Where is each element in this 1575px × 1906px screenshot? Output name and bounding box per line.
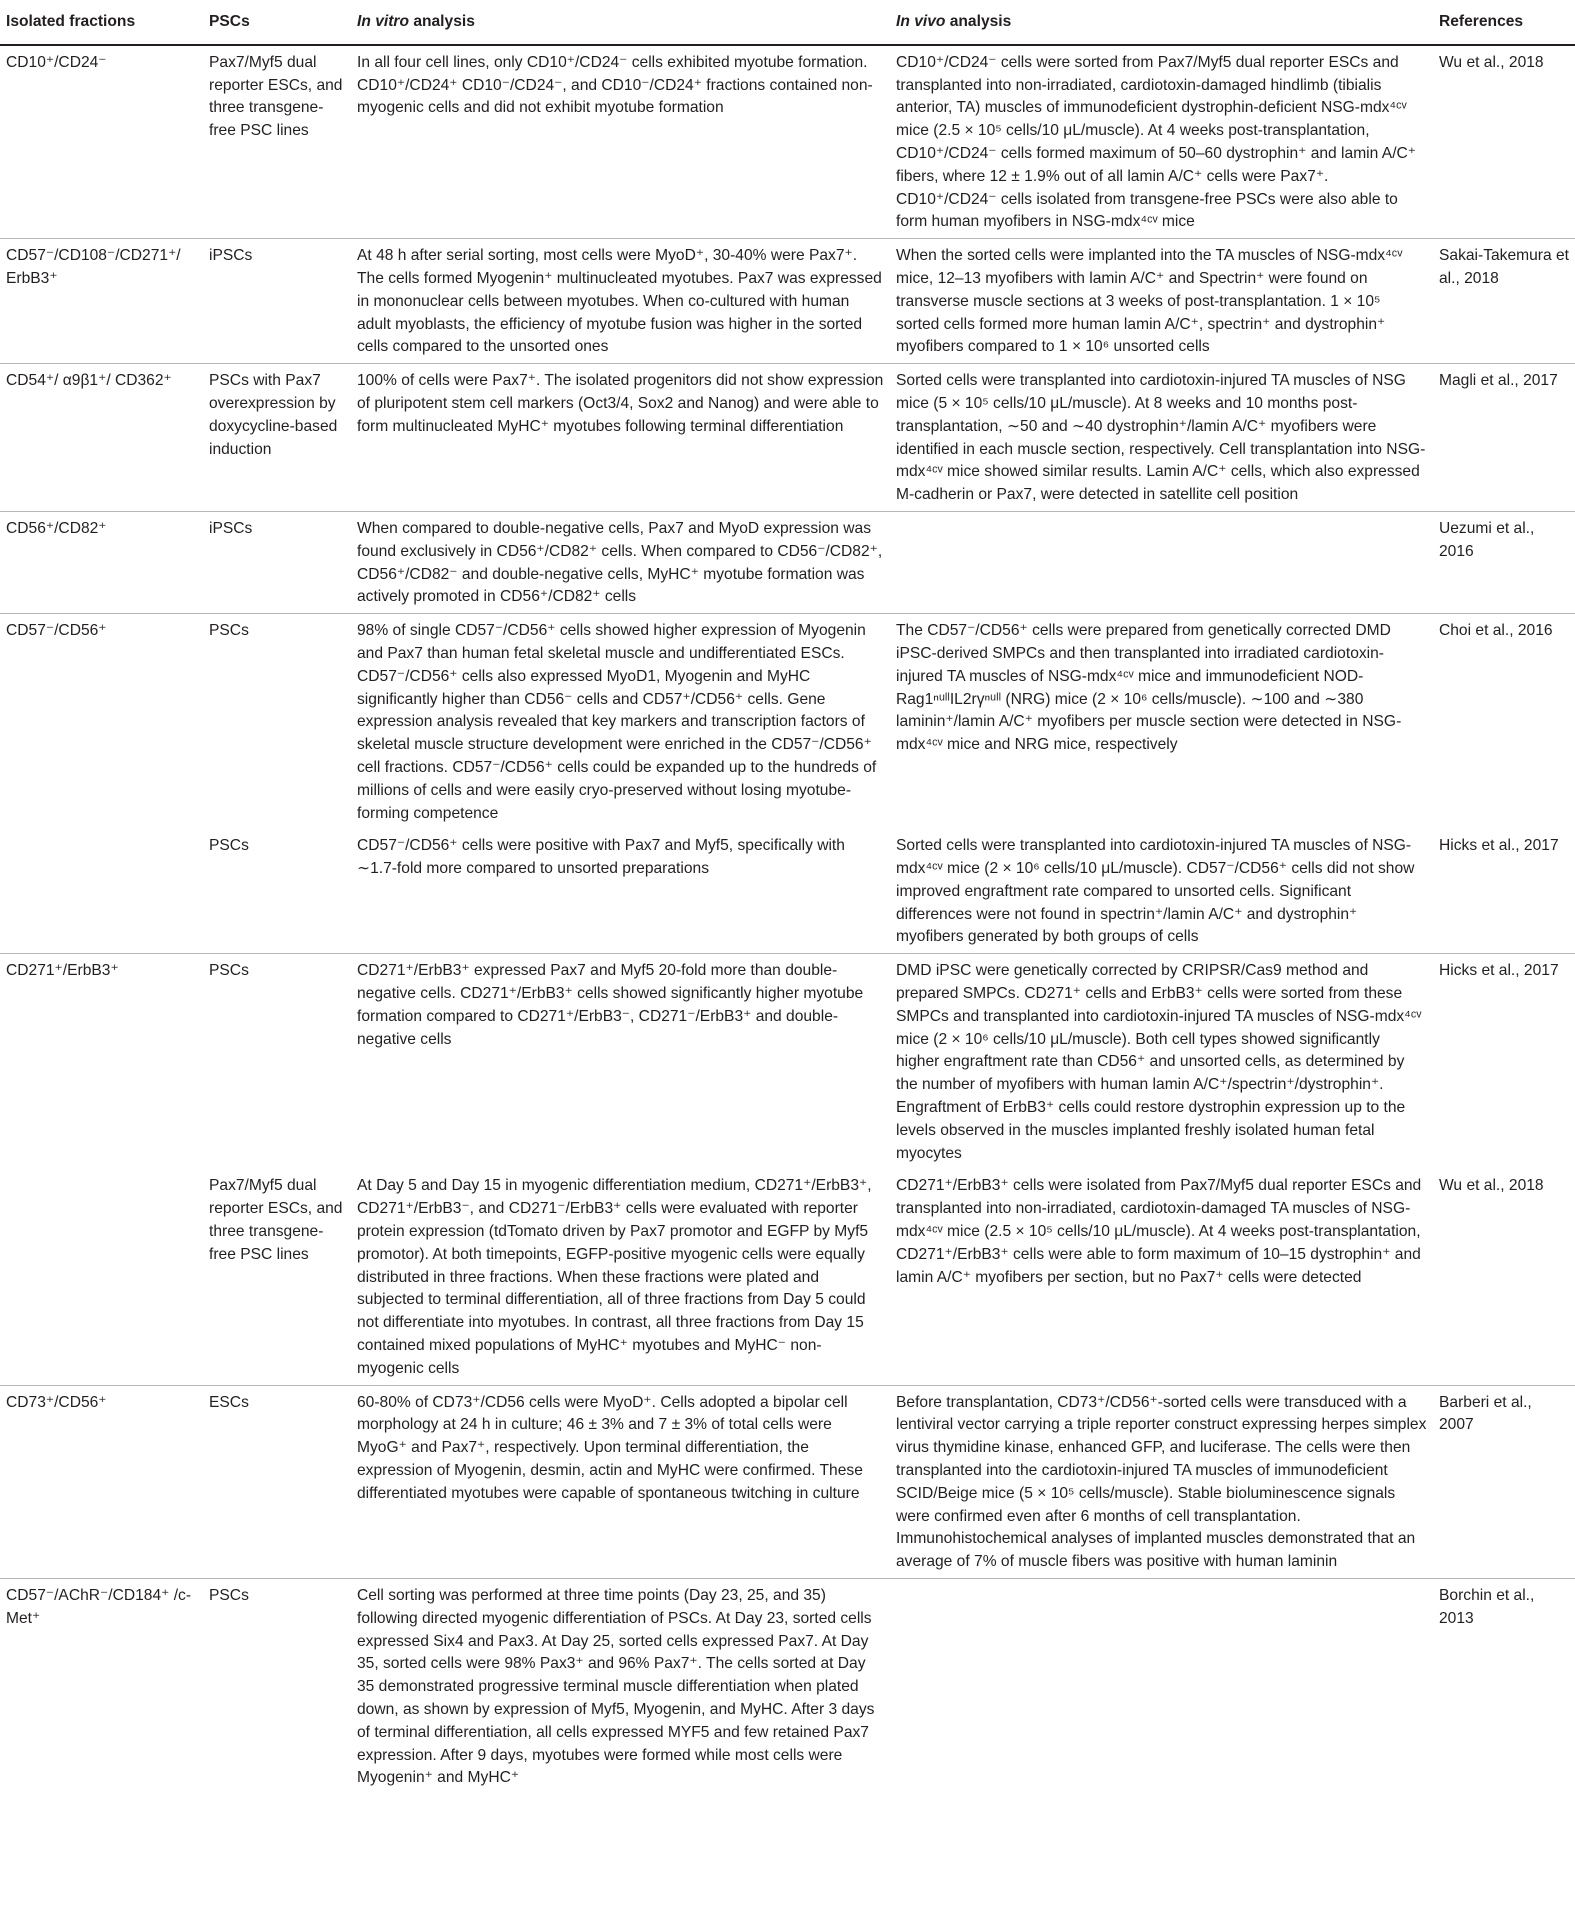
pscs-cell: PSCs [203,1579,351,1795]
header-pscs: PSCs [203,0,351,45]
fraction-cell: CD57⁻/CD108⁻/CD271⁺/ ErbB3⁺ [0,239,203,364]
in-vitro-cell: In all four cell lines, only CD10⁺/CD24⁻ cells exhibited myotube formation. CD10⁺/CD24⁺ CD10⁻/CD24⁻, and CD10⁻/CD24⁺ fractions contained non-myogenic cells and did not exhibit myotube formation [357,53,873,117]
pscs-cell: PSCs with Pax7 overexpression by doxycycline-based induction [203,364,351,512]
pscs-cell: PSCs [203,614,351,830]
in-vivo-cell: Sorted cells were transplanted into cardiotoxin-injured TA muscles of NSG mice (5 × 10⁵ cells/10 μL/muscle). At 8 weeks and 10 months post-transplantation, ∼50 and ∼40 dystrophin⁺/lamin A/C⁺ myofibers were identified in each muscle section, respectively. Cell transplantation into NSG-mdx⁴ᶜᵛ mice showed similar results. Lamin A/C⁺ cells, which also expressed M-cadherin or Pax7, were detected in satellite cell position [890,364,1433,512]
pscs-cell: iPSCs [203,239,351,364]
in-vivo-cell: DMD iPSC were genetically corrected by CRIPSR/Cas9 method and prepared SMPCs. CD271⁺ cells and ErbB3⁺ cells were sorted from these SMPCs and transplanted into cardiotoxin-injured TA muscles of NSG-mdx⁴ᶜᵛ mice (2 × 10⁶ cells/10 μL/muscle). Both cell types showed significantly higher engraftment rate than CD56⁺ and unsorted cells, as determined by the number of myofibers with human lamin A/C⁺/spectrin⁺/dystrophin⁺. Engraftment of ErbB3⁺ cells could restore dystrophin expression up to the levels observed in the muscles implanted freshly isolated human fetal myocytes [890,954,1433,1170]
in-vitro-cell: At 48 h after serial sorting, most cells were MyoD⁺, 30-40% were Pax7⁺. The cells formed Myogenin⁺ multinucleated myotubes. Pax7 was expressed in mononuclear cells between myotubes. When co-cultured with human adult myoblasts, the efficiency of myotube fusion was higher in the sorted cells compared to the unsorted ones [351,239,890,364]
reference-cell: Uezumi et al., 2016 [1433,511,1575,613]
pscs-cell: PSCs [209,837,249,855]
table-row [0,239,1575,364]
in-vivo-cell: When the sorted cells were implanted into the TA muscles of NSG-mdx⁴ᶜᵛ mice, 12–13 myofibers with lamin A/C⁺ and Spectrin⁺ were found on transverse muscle sections at 3 weeks of post-transplantation. 1 × 10⁵ sorted cells formed more human lamin A/C⁺, spectrin⁺ and dystrophin⁺ myofibers compared to 1 × 10⁶ unsorted cells [890,239,1433,364]
pscs-cell: Pax7/Myf5 dual reporter ESCs, and three transgene-free PSC lines [209,1177,343,1263]
header-isolated-fractions: Isolated fractions [0,0,203,45]
reference-cell: Magli et al., 2017 [1433,364,1575,512]
fraction-cell: CD54⁺/ α9β1⁺/ CD362⁺ [0,364,203,512]
fraction-cell: CD56⁺/CD82⁺ [0,511,203,613]
table-row [0,45,1575,239]
in-vitro-cell: At Day 5 and Day 15 in myogenic differentiation medium, CD271⁺/ErbB3⁺, CD271⁺/ErbB3⁻, and CD271⁻/ErbB3⁺ cells were evaluated with reporter protein expression (tdTomato driven by Pax7 promotor and EGFP by Myf5 promotor). At both timepoints, EGFP-positive myogenic cells were equally distributed in three fractions. When these fractions were plated and subjected to terminal differentiation, all of three fractions from Day 5 could not differentiate into myotubes. In contrast, all three fractions from Day 15 contained mixed populations of MyHC⁺ myotubes and MyHC⁻ non-myogenic cells [357,1177,872,1377]
reference-cell: Sakai-Takemura et al., 2018 [1433,239,1575,364]
reference-cell: Wu et al., 2018 [1439,53,1544,71]
in-vivo-cell: CD271⁺/ErbB3⁺ cells were isolated from Pax7/Myf5 dual reporter ESCs and transplanted into non-irradiated, cardiotoxin-damaged TA muscles of NSG-mdx⁴ᶜᵛ mice (2.5 × 10⁵ cells/10 μL/muscle). At 4 weeks post-transplantation, CD271⁺/ErbB3⁺ cells were able to form maximum of 10–15 dystrophin⁺ and lamin A/C⁺ myofibers per section, but no Pax7⁺ cells were detected [896,1177,1422,1286]
fraction-cell [0,829,203,953]
reference-cell: Barberi et al., 2007 [1433,1385,1575,1578]
pscs-cell: PSCs [203,954,351,1170]
in-vitro-cell: 60-80% of CD73⁺/CD56 cells were MyoD⁺. Cells adopted a bipolar cell morphology at 24 h in culture; 46 ± 3% and 7 ± 3% of total cells were MyoG⁺ and Pax7⁺, respectively. Upon terminal differentiation, the expression of Myogenin, desmin, actin and MyHC were confirmed. These differentiated myotubes were capable of spontaneous twitching in culture [351,1385,890,1578]
pscs-cell: iPSCs [203,511,351,613]
fraction-cell: CD57⁻/CD56⁺ [0,614,203,830]
table-row [0,829,1575,953]
table-row [0,614,1575,830]
in-vitro-cell: Cell sorting was performed at three time points (Day 23, 25, and 35) following directed myogenic differentiation of PSCs. At Day 23, sorted cells expressed Six4 and Pax3. At Day 25, sorted cells expressed Pax7. At Day 35, sorted cells were 98% Pax3⁺ and 96% Pax7⁺. The cells sorted at Day 35 demonstrated progressive terminal muscle differentiation when plated down, as shown by expression of Myf5, Myogenin, and MyHC. After 3 days of terminal differentiation, all cells expressed MYF5 and few retained Pax7 expression. After 9 days, myotubes were formed while most cells were Myogenin⁺ and MyHC⁺ [351,1579,890,1795]
in-vitro-cell: CD57⁻/CD56⁺ cells were positive with Pax7 and Myf5, specifically with ∼1.7-fold more compared to unsorted preparations [357,837,845,878]
fraction-cell: CD271⁺/ErbB3⁺ [0,954,203,1170]
fraction-cell: CD57⁻/AChR⁻/CD184⁺ /c-Met⁺ [0,1579,203,1795]
in-vivo-cell: Sorted cells were transplanted into cardiotoxin-injured TA muscles of NSG-mdx⁴ᶜᵛ mice (2 × 10⁶ cells/10 μL/muscle). CD57⁻/CD56⁺ cells did not show improved engraftment rate compared to unsorted cells. Significant differences were not found in spectrin⁺/lamin A/C⁺ and dystrophin⁺ myofibers generated by both groups of cells [896,837,1415,946]
header-references: References [1433,0,1575,45]
reference-cell: Borchin et al., 2013 [1433,1579,1575,1795]
in-vivo-cell: The CD57⁻/CD56⁺ cells were prepared from genetically corrected DMD iPSC-derived SMPCs and then transplanted into irradiated cardiotoxin-injured TA muscles of NSG-mdx⁴ᶜᵛ mice and immunodeficient NOD-Rag1ⁿᵘˡˡIL2rγⁿᵘˡˡ (NRG) mice (2 × 10⁶ cells/muscle). ∼100 and ∼380 laminin⁺/lamin A/C⁺ myofibers per muscle section were detected in NSG-mdx⁴ᶜᵛ mice and NRG mice, respectively [890,614,1433,830]
table-row [0,511,1575,613]
in-vivo-cell [890,511,1433,613]
pscs-cell: ESCs [203,1385,351,1578]
table-row [0,364,1575,512]
in-vitro-cell: 98% of single CD57⁻/CD56⁺ cells showed higher expression of Myogenin and Pax7 than human fetal skeletal muscle and undifferentiated ESCs. CD57⁻/CD56⁺ cells also expressed MyoD1, Myogenin and MyHC significantly higher than CD56⁻ cells and CD57⁺/CD56⁺ cells. Gene expression analysis revealed that key markers and transcription factors of skeletal muscle structure development were enriched in the CD57⁻/CD56⁺ cell fractions. CD57⁻/CD56⁺ cells could be expanded up to the hundreds of millions of cells and were easily cryo-preserved without losing myotube-forming competence [351,614,890,830]
in-vitro-cell: 100% of cells were Pax7⁺. The isolated progenitors did not show expression of pluripotent stem cell markers (Oct3/4, Sox2 and Nanog) and were able to form multinucleated MyHC⁺ myotubes following terminal differentiation [351,364,890,512]
reference-cell: Wu et al., 2018 [1439,1177,1544,1195]
table-row [0,1579,1575,1795]
fraction-cell: CD10⁺/CD24⁻ [6,53,107,71]
fraction-cell: CD73⁺/CD56⁺ [0,1385,203,1578]
table-row [0,954,1575,1170]
fraction-cell [0,1169,203,1385]
header-in-vivo: In vivo analysis [890,0,1433,45]
header-in-vitro: In vitro analysis [351,0,890,45]
reference-cell: Hicks et al., 2017 [1439,837,1559,855]
pscs-cell: Pax7/Myf5 dual reporter ESCs, and three transgene-free PSC lines [209,53,343,140]
in-vivo-cell: CD10⁺/CD24⁻ cells were sorted from Pax7/Myf5 dual reporter ESCs and transplanted into non-irradiated, cardiotoxin-damaged hindlimb (tibialis anterior, TA) muscles of immunodeficient dystrophin-deficient NSG-mdx⁴ᶜᵛ mice (2.5 × 10⁵ cells/10 μL/muscle). At 4 weeks post-transplantation, CD10⁺/CD24⁻ cells formed maximum of 50–60 dystrophin⁺ and lamin A/C⁺ fibers, where 12 ± 1.9% out of all lamin A/C⁺ cells were Pax7⁺. CD10⁺/CD24⁻ cells isolated from transgene-free PSCs were also able to form human myofibers in NSG-mdx⁴ᶜᵛ mice [896,53,1417,231]
in-vivo-cell: Before transplantation, CD73⁺/CD56⁺-sorted cells were transduced with a lentiviral vector carrying a triple reporter construct expressing herpes simplex virus thymidine kinase, enhanced GFP, and luciferase. The cells were then transplanted into the cardiotoxin-injured TA muscles of immunodeficient SCID/Beige mice (5 × 10⁵ cells/muscle). Stable bioluminescence signals were confirmed even after 6 months of cell transplantation. Immunohistochemical analyses of implanted muscles demonstrated that an average of 7% of muscle fibers was positive with human laminin [890,1385,1433,1578]
in-vitro-cell: CD271⁺/ErbB3⁺ expressed Pax7 and Myf5 20-fold more than double-negative cells. CD271⁺/ErbB3⁺ cells showed significantly higher myotube formation compared to CD271⁺/ErbB3⁻, CD271⁻/ErbB3⁺ and double-negative cells [351,954,890,1170]
reference-cell: Hicks et al., 2017 [1433,954,1575,1170]
in-vivo-cell [890,1579,1433,1795]
header-row [0,0,1575,45]
table-row [0,1385,1575,1578]
in-vitro-cell: When compared to double-negative cells, Pax7 and MyoD expression was found exclusively in CD56⁺/CD82⁺ cells. When compared to CD56⁻/CD82⁺, CD56⁺/CD82⁻ and double-negative cells, MyHC⁺ myotube formation was actively promoted in CD56⁺/CD82⁺ cells [351,511,890,613]
reference-cell: Choi et al., 2016 [1433,614,1575,830]
table-row [0,1169,1575,1385]
